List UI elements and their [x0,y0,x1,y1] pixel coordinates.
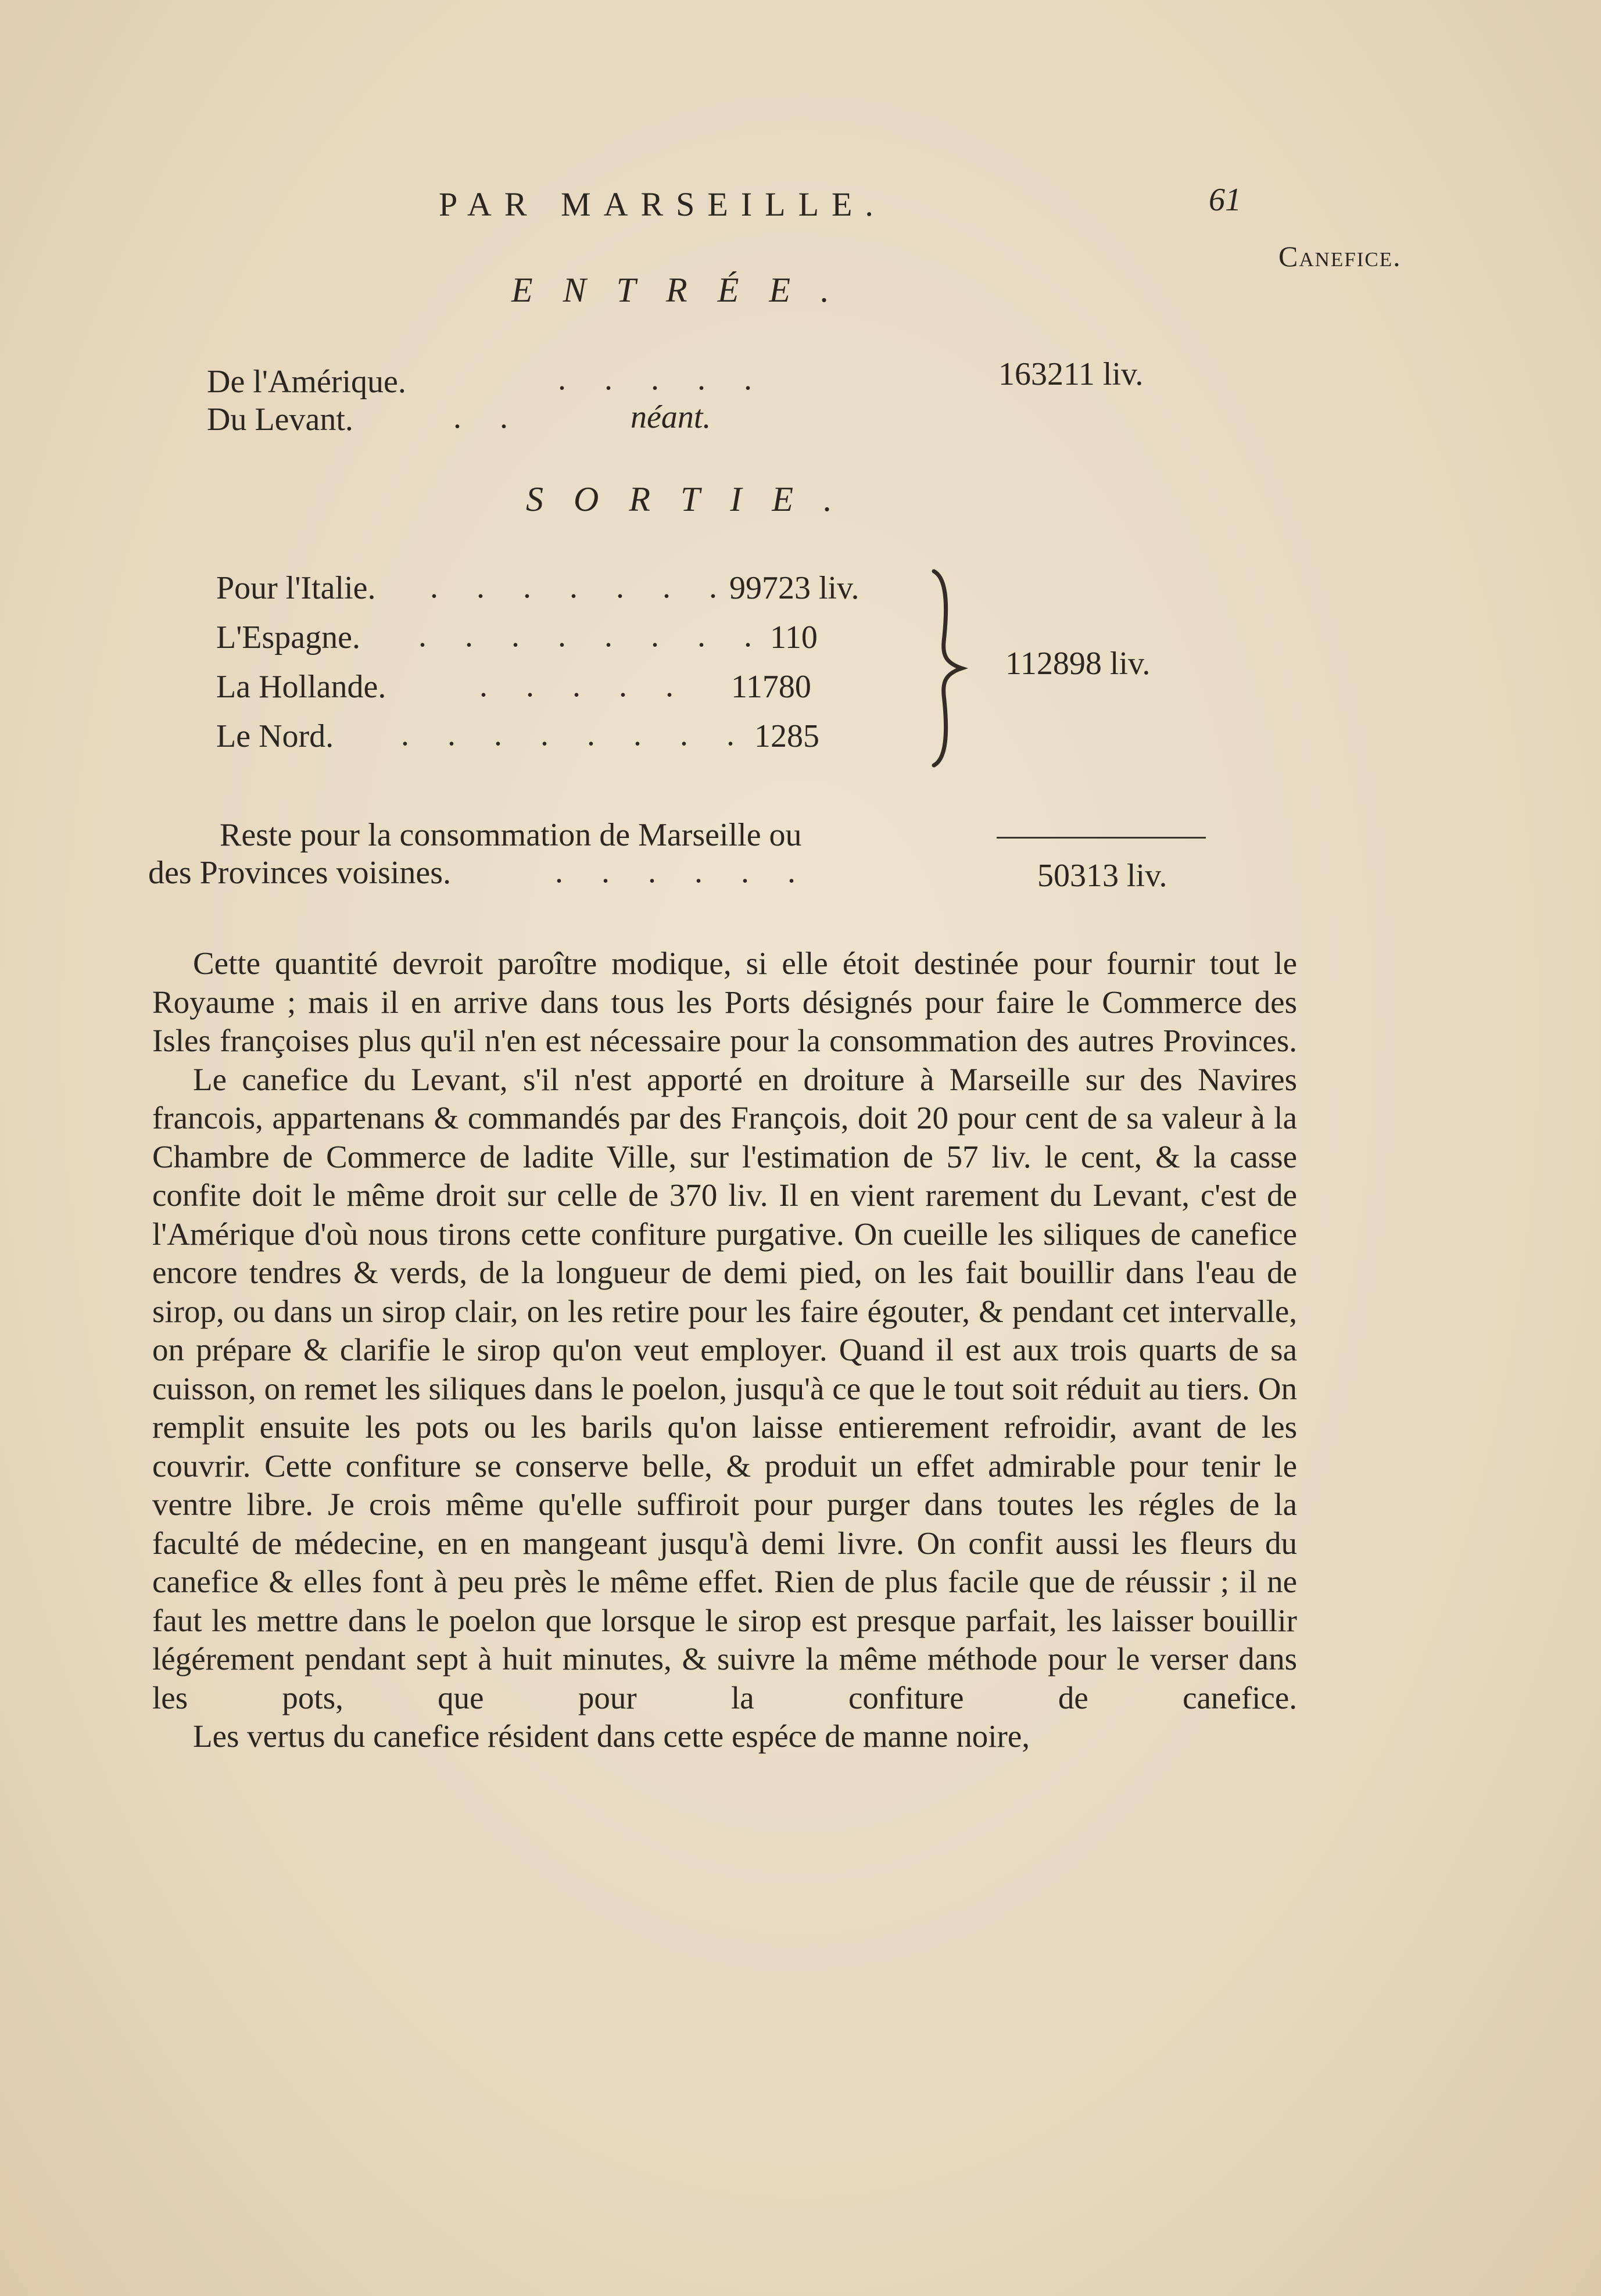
reste-line-1: Reste pour la consommation de Marseille ou [220,817,802,853]
entree-row-amerique-total: 163211 liv. [998,356,1144,392]
entree-row-levant-label: Du Levant. [207,402,353,438]
sortie-row-espagne-label: L'Espagne. [216,619,361,656]
paragraph: Cette quantité devroit paroître modique, si elle étoit destinée pour fournir tout le Royaume ; mais il en arrive dans tous les Ports désignés pour faire le Commerce des Isles françoises plus qu'il n'en est nécessaire pour la consommation des autres Provinces. [152,945,1297,1058]
reste-line-2: des Provinces voisines. [148,855,452,891]
sortie-brace-icon [921,567,973,770]
sortie-row-italie-dots: . . . . . . . [430,569,732,605]
page-number: 61 [1209,182,1241,218]
body-text [152,944,1297,1756]
sortie-row-italie-value: 99723 liv. [729,570,859,606]
paragraph: Les vertus du canefice résident dans cette espéce de manne noire, [193,1718,1030,1754]
entree-row-amerique-dots: . . . . . [558,361,767,397]
sortie-row-hollande-label: La Hollande. [216,669,386,705]
entree-row-amerique-label: De l'Amérique. [207,364,406,400]
entree-title: ENTRÉE. [511,271,859,309]
running-header: PAR MARSEILLE. [439,185,886,223]
sortie-row-espagne-dots: . . . . . . . . [418,618,767,654]
sortie-row-nord-dots: . . . . . . . . [401,717,750,753]
sortie-row-nord-value: 1285 [754,718,819,754]
paragraph: Le canefice du Levant, s'il n'est apporté en droiture à Marseille sur des Navires francois, appartenans & commandés par des François, doit 20 pour cent de sa valeur à la Chambre de Commerce de ladite Ville, sur l'estimation de 57 liv. le cent, & la casse confite doit le même droit sur celle de 370 liv. Il en vient rarement du Levant, c'est de l'Amérique d'où nous tirons cette confiture purgative. On cueille les siliques de canefice encore tendres & verds, de la longueur de demi pied, on les fait bouillir dans l'eau de sirop, ou dans un sirop clair, on les retire pour les faire égouter, & pendant cet intervalle, on prépare & clarifie le sirop qu'on veut employer. Quand il est aux trois quarts de sa cuisson, on remet les siliques dans le poelon, jusqu'à ce que le tout soit réduit au tiers. On remplit ensuite les pots ou les barils qu'on laisse entierement refroidir, avant de les couvrir. Cette confiture se conserve belle, & produit un effet admirable pour tenir le ventre libre. Je crois même qu'elle suffiroit pour purger dans toutes les régles de la faculté de médecine, en en mangeant jusqu'à demi livre. On confit aussi les fleurs du canefice & elles font à peu près le même effet. Rien de plus facile que de réussir ; il ne faut les mettre dans le poelon que lorsque le sirop est presque parfait, les laisser bouillir légérement pendant sept à huit minutes, & suivre la même méthode pour le verser dans les pots, que pour la confiture de canefice. [152,1061,1297,1715]
marginal-note: Canefice. [1278,240,1402,273]
sortie-row-hollande-dots: . . . . . [479,668,689,704]
sortie-row-nord-label: Le Nord. [216,718,334,754]
reste-dots: . . . . . . [555,854,811,890]
sum-rule [997,837,1206,839]
sortie-row-italie-label: Pour l'Italie. [216,570,376,606]
sortie-total: 112898 liv. [1005,646,1151,682]
sortie-title: SORTIE. [526,480,862,518]
sortie-row-espagne-value: 110 [770,619,818,656]
entree-row-levant-value: néant. [631,399,711,435]
sortie-row-hollande-value: 11780 [731,669,811,705]
reste-total: 50313 liv. [1037,858,1167,894]
entree-row-levant-dots: . . [453,399,523,435]
